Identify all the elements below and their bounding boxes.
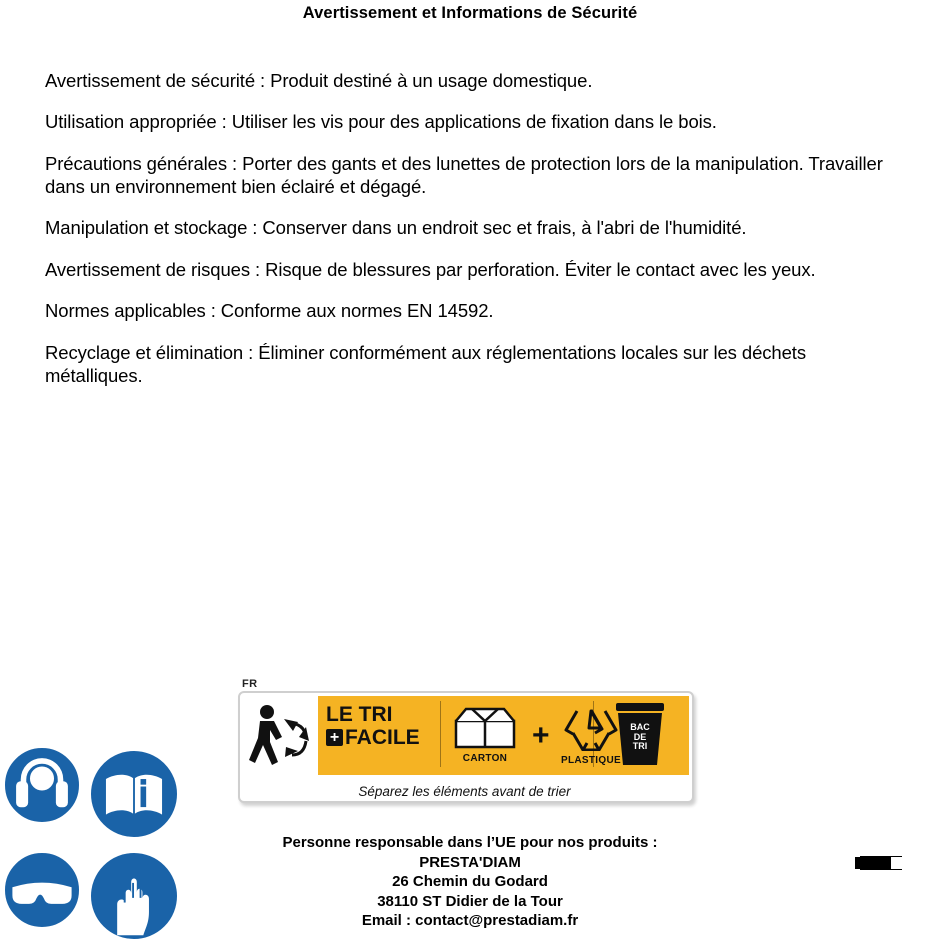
language-tag: FR xyxy=(242,678,258,690)
bin-text-line1: BAC xyxy=(630,722,650,732)
paragraph-recycling: Recyclage et élimination : Éliminer conformément aux réglementations locales sur les déchets métalliques. xyxy=(45,341,806,386)
eye-protection-icon xyxy=(2,850,82,930)
triman-sorting-label xyxy=(238,678,694,803)
triman-label-box xyxy=(238,691,694,803)
paragraph-safety-warning: Avertissement de sécurité : Produit destiné à un usage domestique. xyxy=(45,69,593,91)
responsible-heading: Personne responsable dans l’UE pour nos produits : xyxy=(282,834,658,851)
page-title: Avertissement et Informations de Sécurité xyxy=(302,4,638,22)
sorting-bin-icon xyxy=(606,701,674,769)
paragraph-general-precautions: Précautions générales : Porter des gants et des lunettes de protection lors de la manipulation. Travailler dans un environnement bien éclairé et dégagé. xyxy=(45,152,883,197)
material-label-plastique: PLASTIQUE xyxy=(561,755,621,766)
triman-footer-text: Séparez les éléments avant de trier xyxy=(358,784,571,799)
triman-headline-line2: FACILE xyxy=(345,726,420,749)
responsible-address-line2: 38110 ST Didier de la Tour xyxy=(377,892,563,910)
triman-logo-icon xyxy=(248,699,314,773)
bin-text xyxy=(606,723,674,752)
triman-headline-line1: LE TRI xyxy=(326,703,393,726)
read-instructions-icon xyxy=(88,748,180,840)
material-label-carton: CARTON xyxy=(462,753,508,764)
triman-headline-plus: + xyxy=(326,729,343,746)
ear-protection-icon xyxy=(2,745,82,825)
ce-mark-icon xyxy=(755,818,905,908)
bin-text-line3: TRI xyxy=(632,741,648,751)
responsible-person-block xyxy=(140,833,800,931)
paragraph-risk-warning: Avertissement de risques : Risque de blessures par perforation. Éviter le contact avec les yeux. xyxy=(45,258,816,280)
plus-separator: + xyxy=(532,719,550,752)
triman-headline xyxy=(326,703,438,749)
responsible-address-line1: 26 Chemin du Godard xyxy=(392,873,548,890)
responsible-company: PRESTA'DIAM xyxy=(419,853,521,871)
material-item-carton xyxy=(448,707,522,764)
safety-text-block xyxy=(45,50,895,403)
paragraph-handling-storage: Manipulation et stockage : Conserver dans un endroit sec et frais, à l'abri de l'humidité. xyxy=(45,217,747,238)
bin-text-line2: DE xyxy=(633,731,647,742)
paragraph-proper-use: Utilisation appropriée : Utiliser les vis pour des applications de fixation dans le bois. xyxy=(45,111,717,132)
responsible-email: Email : contact@prestadiam.fr xyxy=(361,912,579,929)
paragraph-standards: Normes applicables : Conforme aux normes EN 14592. xyxy=(45,300,494,321)
